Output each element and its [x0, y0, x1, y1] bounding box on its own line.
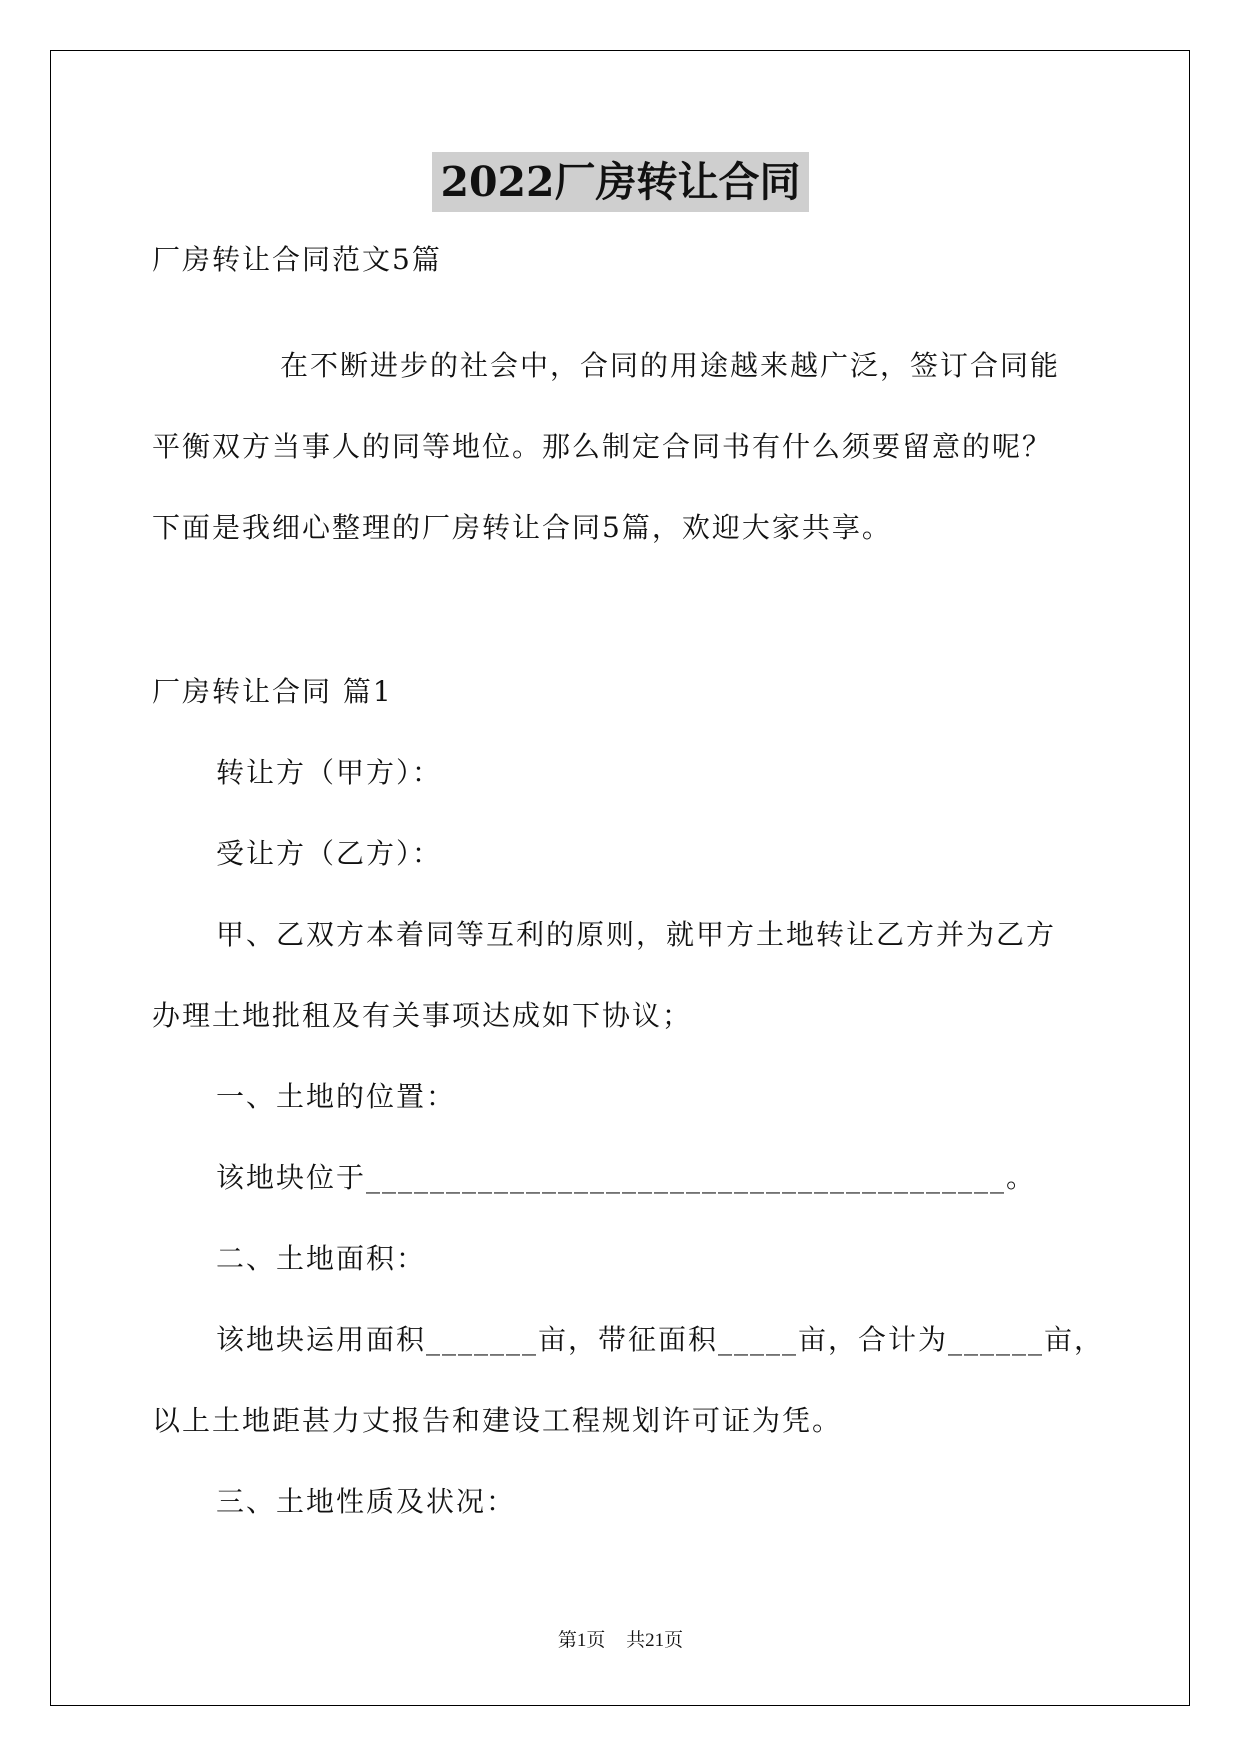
intro-line-1: 在不断进步的社会中，合同的用途越来越广泛，签订合同能 — [280, 349, 1061, 382]
subtitle: 厂房转让合同范文5篇 — [152, 243, 442, 276]
section-heading: 厂房转让合同 篇1 — [152, 675, 393, 708]
body-line-10: 三、土地性质及状况： — [216, 1485, 517, 1518]
body-line-9: 以上土地距甚力丈报告和建设工程规划许可证为凭。 — [152, 1404, 843, 1437]
body-line-2: 受让方（乙方）： — [216, 837, 443, 870]
body-line-6: 该地块位于________________________________________。 — [216, 1161, 1037, 1194]
body-line-1: 转让方（甲方）： — [216, 756, 443, 789]
page-number: 第1页 — [557, 1630, 606, 1651]
body-line-3: 甲、乙双方本着同等互利的原则，就甲方土地转让乙方并为乙方 — [216, 918, 1057, 951]
body-line-5: 一、土地的位置： — [216, 1080, 457, 1113]
title-container — [0, 152, 1241, 212]
page-total: 共21页 — [626, 1630, 684, 1651]
intro-line-2: 平衡双方当事人的同等地位。那么制定合同书有什么须要留意的呢？ — [152, 430, 1053, 463]
body-line-8: 该地块运用面积_______亩，带征面积_____亩，合计为______亩， — [216, 1323, 1105, 1356]
document-title: 2022厂房转让合同 — [432, 152, 808, 212]
intro-line-3: 下面是我细心整理的厂房转让合同5篇，欢迎大家共享。 — [152, 511, 892, 544]
body-line-7: 二、土地面积： — [216, 1242, 427, 1275]
page-footer — [0, 1625, 1241, 1652]
body-line-4: 办理土地批租及有关事项达成如下协议； — [152, 999, 693, 1032]
